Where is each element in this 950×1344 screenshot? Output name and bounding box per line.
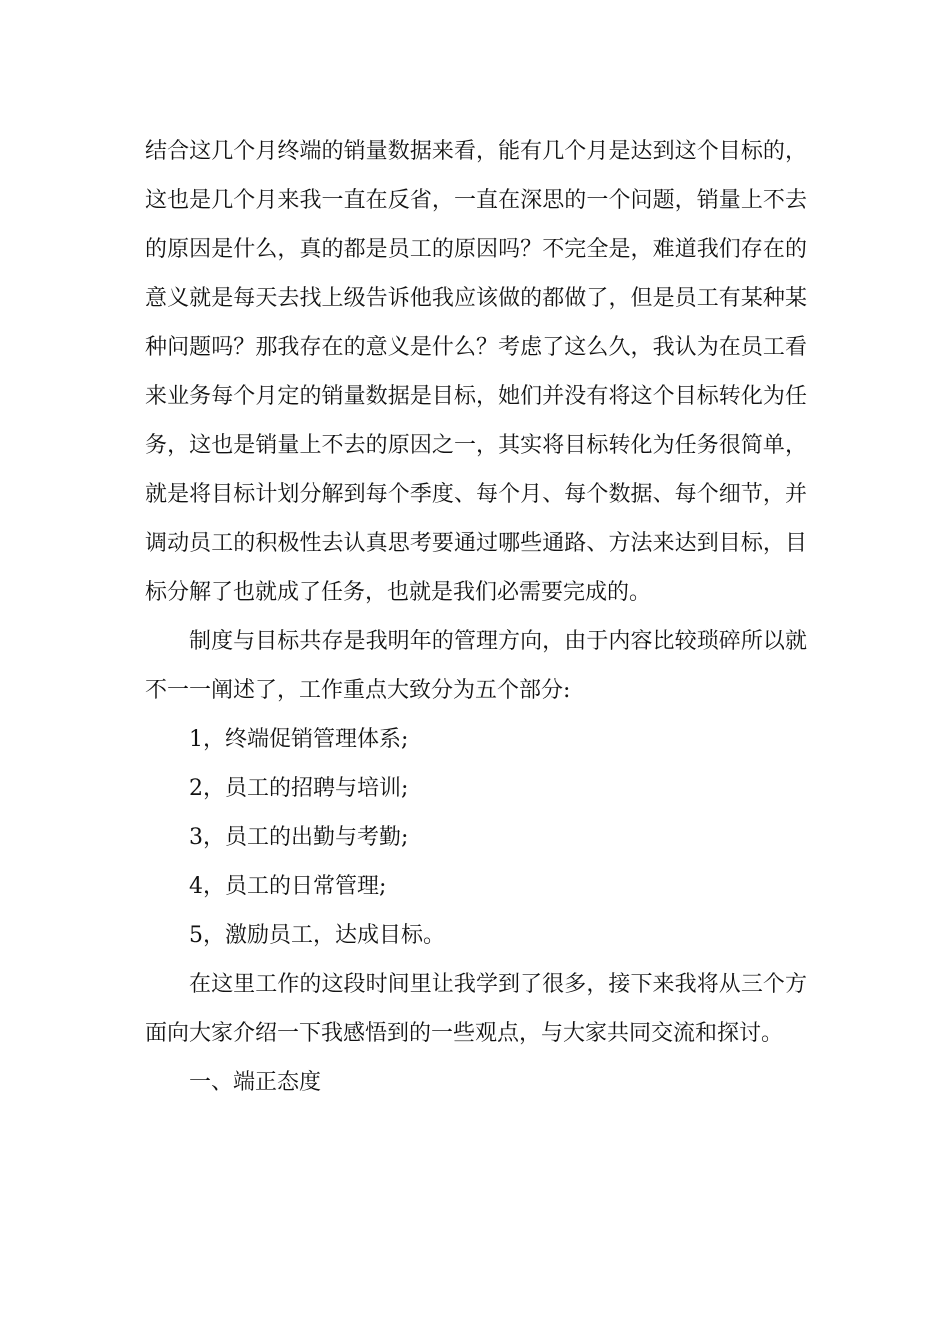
paragraph-management-direction: 制度与目标共存是我明年的管理方向，由于内容比较琐碎所以就不一一阐述了，工作重点大致分为五个部分: (145, 629, 807, 703)
list-item-2: 2，员工的招聘与培训; (189, 776, 409, 801)
section-heading: 一、端正态度 (189, 1070, 322, 1095)
document-body (145, 127, 807, 1107)
paragraph-closing: 在这里工作的这段时间里让我学到了很多，接下来我将从三个方面向大家介绍一下我感悟到的一些观点，与大家共同交流和探讨。 (145, 972, 807, 1046)
list-item-5: 5，激励员工，达成目标。 (189, 923, 445, 948)
list-item-4: 4，员工的日常管理; (189, 874, 387, 899)
list-item-1: 1，终端促销管理体系; (189, 727, 409, 752)
paragraph-sales-review: 结合这几个月终端的销量数据来看，能有几个月是达到这个目标的，这也是几个月来我一直在反省，一直在深思的一个问题，销量上不去的原因是什么，真的都是员工的原因吗？不完全是，难道我们存在的意义就是每天去找上级告诉他我应该做的都做了，但是员工有某种某种问题吗？那我存在的意义是什么？考虑了这么久，我认为在员工看来业务每个月定的销量数据是目标，她们并没有将这个目标转化为任务，这也是销量上不去的原因之一，其实将目标转化为任务很简单，就是将目标计划分解到每个季度、每个月、每个数据、每个细节，并调动员工的积极性去认真思考要通过哪些通路、方法来达到目标，目标分解了也就成了任务，也就是我们必需要完成的。 (145, 139, 807, 605)
list-item-3: 3，员工的出勤与考勤; (189, 825, 409, 850)
